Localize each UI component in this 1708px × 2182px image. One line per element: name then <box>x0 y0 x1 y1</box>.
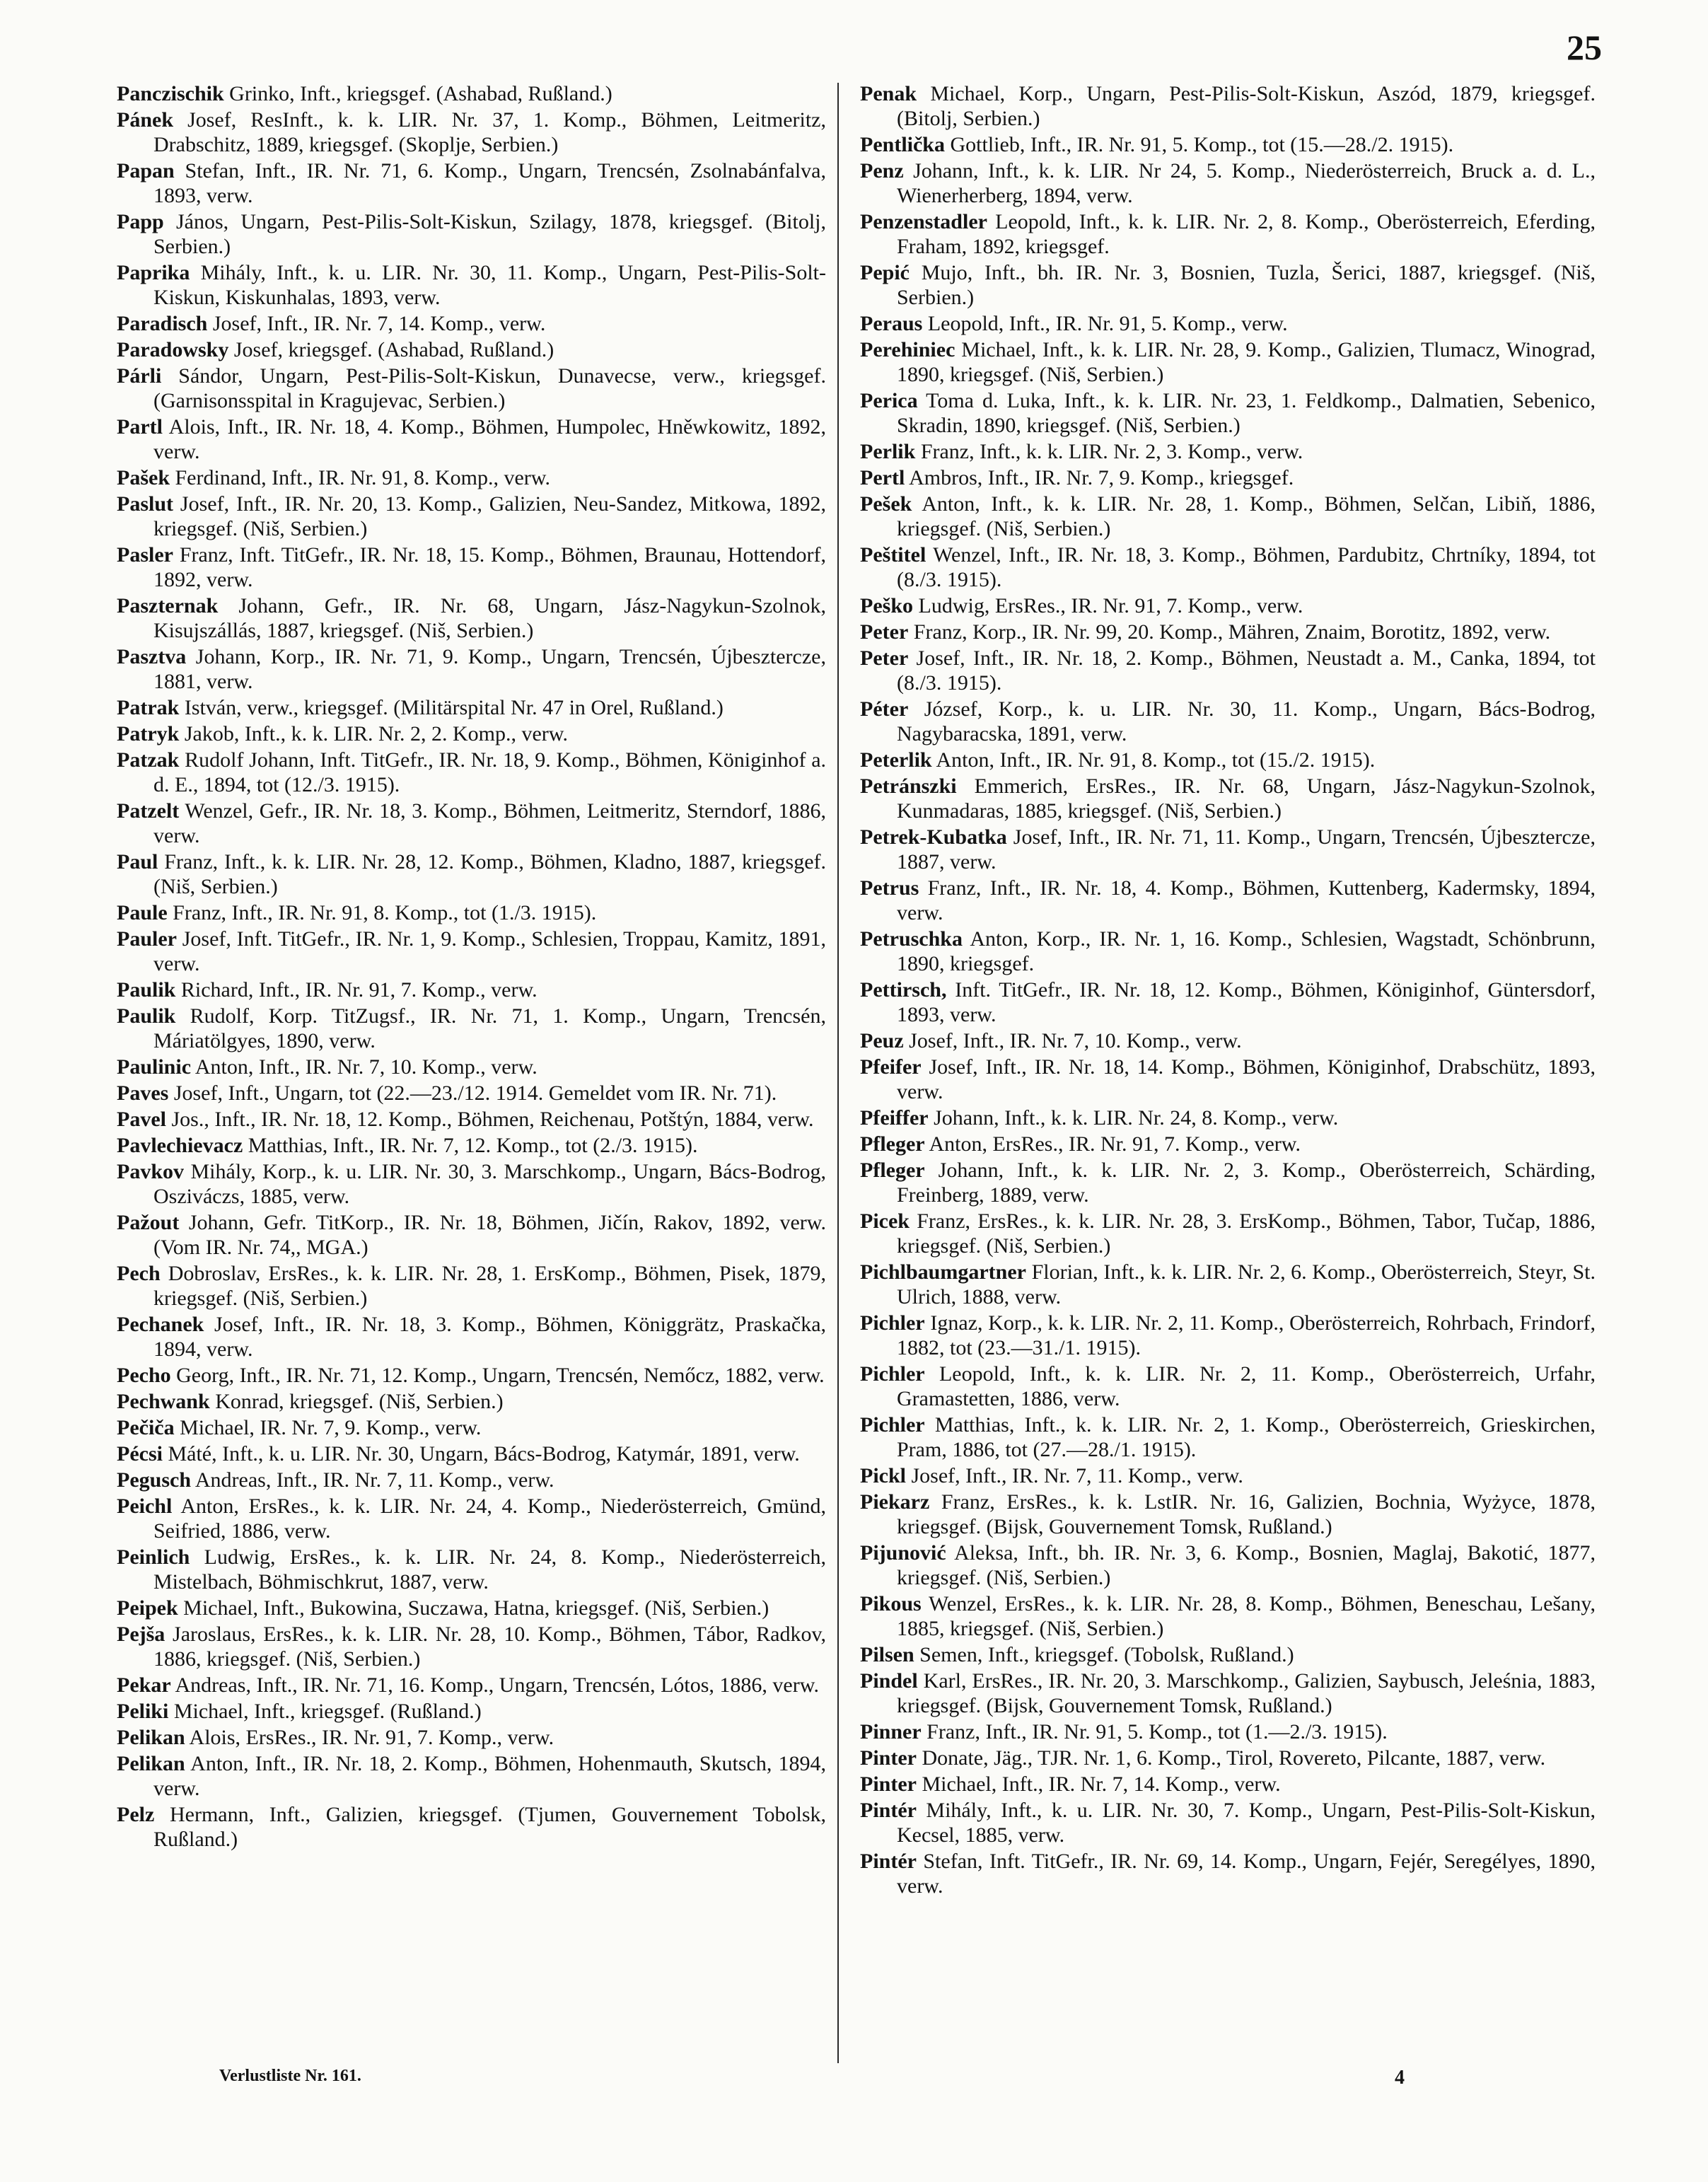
entry-surname: Papan <box>117 159 175 182</box>
list-item <box>860 1540 1596 1590</box>
entry-details: Alois, ErsRes., IR. Nr. 91, 7. Komp., verw. <box>189 1726 554 1749</box>
entry-details: Josef, Inft., IR. Nr. 71, 11. Komp., Ungarn, Trencsén, Újbesztercze, 1887, verw. <box>897 825 1596 874</box>
entry-details: Gottlieb, Inft., IR. Nr. 91, 5. Komp., tot (15.—28./2. 1915). <box>950 133 1454 156</box>
entry-details: Josef, Inft., IR. Nr. 7, 11. Komp., verw. <box>911 1464 1243 1487</box>
entry-surname: Pegusch <box>117 1468 191 1492</box>
list-item <box>860 1591 1596 1641</box>
list-item <box>117 1494 826 1543</box>
list-item <box>117 644 826 694</box>
list-item <box>860 876 1596 925</box>
list-item <box>860 158 1596 208</box>
list-item <box>117 311 826 336</box>
entry-surname: Pichlbaumgartner <box>860 1260 1026 1284</box>
entry-details: Hermann, Inft., Galizien, kriegsgef. (Tjumen, Gouvernement Tobolsk, Rußland.) <box>153 1803 827 1851</box>
entry-details: Michael, Inft., k. k. LIR. Nr. 28, 9. Komp., Galizien, Tlumacz, Winograd, 1890, kriegsgef. (Niš, Serbien.) <box>897 338 1596 386</box>
entry-details: Franz, Korp., IR. Nr. 99, 20. Komp., Mähren, Znaim, Borotitz, 1892, verw. <box>913 620 1551 644</box>
list-item <box>117 977 826 1002</box>
entry-details: Franz, Inft., IR. Nr. 18, 4. Komp., Böhmen, Kuttenberg, Kadermsky, 1894, verw. <box>897 876 1596 924</box>
entry-details: Michael, Inft., kriegsgef. (Rußland.) <box>173 1700 482 1723</box>
entry-details: Josef, Inft., IR. Nr. 20, 13. Komp., Galizien, Neu-Sandez, Mitkowa, 1892, kriegsgef. (Niš, Serbien.) <box>153 492 826 540</box>
entry-surname: Párli <box>117 364 162 388</box>
entry-surname: Pažout <box>117 1211 180 1234</box>
entry-surname: Pech <box>117 1262 161 1285</box>
entry-surname: Pintér <box>860 1799 917 1822</box>
list-item <box>117 364 826 413</box>
entry-surname: Peipek <box>117 1596 178 1620</box>
list-item <box>117 927 826 976</box>
entry-details: Anton, Korp., IR. Nr. 1, 16. Komp., Schlesien, Wagstadt, Schönbrunn, 1890, kriegsgef. <box>897 927 1596 975</box>
entry-surname: Paprika <box>117 261 190 284</box>
entry-surname: Penzenstadler <box>860 210 987 233</box>
entry-details: Grinko, Inft., kriegsgef. (Ashabad, Rußland.) <box>229 82 612 105</box>
entry-details: Franz, Inft., IR. Nr. 91, 5. Komp., tot (1.—2./3. 1915). <box>926 1720 1388 1743</box>
list-item <box>117 1802 826 1852</box>
entry-surname: Pasztva <box>117 645 187 668</box>
entry-surname: Perehiniec <box>860 338 955 361</box>
entry-surname: Pfleger <box>860 1132 925 1156</box>
entry-details: Alois, Inft., IR. Nr. 18, 4. Komp., Böhmen, Humpolec, Hněwkowitz, 1892, verw. <box>153 415 826 463</box>
entry-surname: Peter <box>860 646 909 670</box>
entry-details: Semen, Inft., kriegsgef. (Tobolsk, Rußland.) <box>919 1643 1294 1666</box>
list-item <box>117 158 826 208</box>
list-item <box>860 1746 1596 1770</box>
list-item <box>117 1133 826 1158</box>
entry-details: Josef, Inft., IR. Nr. 7, 10. Komp., verw. <box>909 1029 1242 1052</box>
list-item <box>117 748 826 797</box>
entry-details: Emmerich, ErsRes., IR. Nr. 68, Ungarn, Jász-Nagykun-Szolnok, Kunmadaras, 1885, kriegsgef. (Niš, Serbien.) <box>897 774 1596 823</box>
entry-surname: Penz <box>860 159 904 182</box>
entry-details: Josef, Inft., Ungarn, tot (22.—23./12. 1914. Gemeldet vom IR. Nr. 71). <box>173 1081 777 1105</box>
entry-surname: Pijunović <box>860 1541 946 1565</box>
entry-details: Jakob, Inft., k. k. LIR. Nr. 2, 2. Komp., verw. <box>184 722 568 745</box>
list-item <box>860 1669 1596 1718</box>
entry-surname: Pinter <box>860 1772 917 1796</box>
entry-surname: Peuz <box>860 1029 904 1052</box>
entry-details: Johann, Korp., IR. Nr. 71, 9. Komp., Ungarn, Trencsén, Újbesztercze, 1881, verw. <box>153 645 826 693</box>
entry-surname: Perlik <box>860 440 916 463</box>
entry-details: Florian, Inft., k. k. LIR. Nr. 2, 6. Komp., Oberösterreich, Steyr, St. Ulrich, 1888, verw. <box>897 1260 1596 1308</box>
entry-surname: Pavlechievacz <box>117 1134 243 1157</box>
list-item <box>860 1362 1596 1411</box>
entry-surname: Paradowsky <box>117 338 229 361</box>
list-item <box>117 542 826 592</box>
entry-surname: Pepić <box>860 261 910 284</box>
entry-details: Johann, Inft., k. k. LIR. Nr. 2, 3. Komp., Oberösterreich, Schärding, Freinberg, 1889, verw. <box>897 1159 1596 1207</box>
list-item <box>860 1798 1596 1847</box>
list-item <box>117 1363 826 1388</box>
entry-details: Michael, Inft., IR. Nr. 7, 14. Komp., verw. <box>922 1772 1281 1796</box>
entry-surname: Patzak <box>117 748 180 772</box>
list-item <box>860 1311 1596 1360</box>
list-item <box>860 1209 1596 1258</box>
entry-surname: Pettirsch, <box>860 978 947 1002</box>
entry-surname: Pecho <box>117 1364 171 1387</box>
entry-surname: Picek <box>860 1209 910 1233</box>
entry-details: Konrad, kriegsgef. (Niš, Serbien.) <box>215 1390 504 1413</box>
entry-surname: Partl <box>117 415 163 439</box>
entry-details: Toma d. Luka, Inft., k. k. LIR. Nr. 23, 1. Feldkomp., Dalmatien, Sebenico, Skradin, 1890, kriegsgef. (Niš, Serbien.) <box>897 389 1596 437</box>
entry-surname: Peliki <box>117 1700 169 1723</box>
list-item <box>117 108 826 157</box>
entry-surname: Pánek <box>117 108 174 132</box>
entry-surname: Pašek <box>117 466 170 489</box>
entry-details: Franz, Inft., k. k. LIR. Nr. 28, 12. Komp., Böhmen, Kladno, 1887, kriegsgef. (Niš, Serbien.) <box>153 850 827 898</box>
entry-details: Johann, Inft., k. k. LIR. Nr. 24, 8. Komp., verw. <box>934 1106 1339 1130</box>
list-item <box>117 1468 826 1492</box>
signature-mark: 4 <box>1395 2067 1405 2089</box>
entry-surname: Pfeiffer <box>860 1106 929 1130</box>
entry-surname: Pindel <box>860 1669 918 1693</box>
entry-details: Wenzel, Gefr., IR. Nr. 18, 3. Komp., Böhmen, Leitmeritz, Sterndorf, 1886, verw. <box>153 799 827 847</box>
entry-surname: Paves <box>117 1081 169 1105</box>
entry-surname: Pinter <box>860 1746 917 1770</box>
list-item <box>117 695 826 720</box>
entry-details: Wenzel, ErsRes., k. k. LIR. Nr. 28, 8. Komp., Böhmen, Beneschau, Lešany, 1885, kriegsgef. (Niš, Serbien.) <box>897 1592 1596 1640</box>
entry-details: Josef, Inft., IR. Nr. 7, 14. Komp., verw. <box>212 312 546 335</box>
list-item <box>117 1673 826 1698</box>
list-item <box>860 748 1596 772</box>
entry-surname: Pavel <box>117 1108 166 1131</box>
entry-surname: Pekar <box>117 1673 171 1697</box>
entry-surname: Paule <box>117 901 168 924</box>
entry-surname: Pasler <box>117 543 173 567</box>
list-item <box>860 492 1596 541</box>
entry-details: Anton, ErsRes., IR. Nr. 91, 7. Komp., verw. <box>929 1132 1301 1156</box>
entry-details: Matthias, Inft., k. k. LIR. Nr. 2, 1. Komp., Oberösterreich, Grieskirchen, Pram, 1886, tot (27.—28./1. 1915). <box>897 1413 1596 1461</box>
list-item <box>117 1312 826 1362</box>
entry-columns <box>117 81 1613 2083</box>
entry-details: József, Korp., k. u. LIR. Nr. 30, 11. Komp., Ungarn, Bács-Bodrog, Nagybaracska, 1891, verw. <box>897 697 1596 745</box>
entry-surname: Pelz <box>117 1803 155 1826</box>
entry-surname: Paulik <box>117 1004 176 1028</box>
list-item <box>860 337 1596 387</box>
list-item <box>117 465 826 490</box>
entry-surname: Peter <box>860 620 909 644</box>
entry-details: Jos., Inft., IR. Nr. 18, 12. Komp., Böhmen, Reichenau, Potštýn, 1884, verw. <box>171 1108 814 1131</box>
entry-surname: Pečiča <box>117 1416 175 1439</box>
entry-details: Johann, Gefr., IR. Nr. 68, Ungarn, Jász-Nagykun-Szolnok, Kisujszállás, 1887, kriegsgef. (Niš, Serbien.) <box>153 594 827 642</box>
entry-surname: Peterlik <box>860 748 932 772</box>
list-item <box>117 1751 826 1801</box>
list-item <box>860 620 1596 644</box>
entry-details: Mihály, Inft., k. u. LIR. Nr. 30, 7. Komp., Ungarn, Pest-Pilis-Solt-Kiskun, Kecsel, 1885, verw. <box>897 1799 1596 1847</box>
list-item <box>117 492 826 541</box>
entry-surname: Pauler <box>117 927 177 951</box>
list-item <box>117 1261 826 1311</box>
entry-surname: Pechwank <box>117 1390 210 1413</box>
list-item <box>860 439 1596 464</box>
page-number: 25 <box>1567 28 1602 67</box>
list-item <box>117 260 826 310</box>
list-item <box>860 1028 1596 1053</box>
entry-surname: Paulinic <box>117 1055 192 1079</box>
list-item <box>117 81 826 106</box>
entry-details: Sándor, Ungarn, Pest-Pilis-Solt-Kiskun, Dunavecse, verw., kriegsgef. (Garnisonsspital in Kragujevac, Serbien.) <box>153 364 826 412</box>
entry-surname: Patzelt <box>117 799 180 823</box>
entry-surname: Pelikan <box>117 1726 185 1749</box>
entry-surname: Pilsen <box>860 1643 914 1666</box>
list-item <box>860 1642 1596 1667</box>
entry-surname: Pejša <box>117 1623 165 1646</box>
list-item <box>860 927 1596 976</box>
entry-surname: Pelikan <box>117 1752 185 1775</box>
entry-details: Anton, ErsRes., k. k. LIR. Nr. 24, 4. Komp., Niederösterreich, Gmünd, Seifried, 1886, verw. <box>153 1495 826 1543</box>
entry-details: Mihály, Inft., k. u. LIR. Nr. 30, 11. Komp., Ungarn, Pest-Pilis-Solt-Kiskun, Kiskunhalas, 1893, verw. <box>153 261 826 309</box>
list-item <box>860 209 1596 259</box>
entry-surname: Pinner <box>860 1720 922 1743</box>
entry-surname: Patryk <box>117 722 180 745</box>
list-item <box>117 1596 826 1620</box>
entry-surname: Peraus <box>860 312 923 335</box>
list-item <box>860 825 1596 874</box>
entry-details: Josef, kriegsgef. (Ashabad, Rußland.) <box>233 338 554 361</box>
entry-details: János, Ungarn, Pest-Pilis-Solt-Kiskun, Szilagy, 1878, kriegsgef. (Bitolj, Serbien.) <box>153 210 827 258</box>
entry-details: Leopold, Inft., IR. Nr. 91, 5. Komp., verw. <box>927 312 1288 335</box>
entry-surname: Paul <box>117 850 158 874</box>
list-item <box>860 1463 1596 1488</box>
entry-details: Inft. TitGefr., IR. Nr. 18, 12. Komp., Böhmen, Königinhof, Güntersdorf, 1893, verw. <box>897 978 1596 1026</box>
list-item <box>860 311 1596 336</box>
entry-surname: Pichler <box>860 1413 925 1437</box>
entry-surname: Pfleger <box>860 1159 925 1182</box>
entry-surname: Pécsi <box>117 1442 163 1466</box>
entry-surname: Pentlička <box>860 133 945 156</box>
list-item <box>860 260 1596 310</box>
entry-surname: Pavkov <box>117 1160 185 1183</box>
entry-surname: Petránszki <box>860 774 957 798</box>
entry-details: Andreas, Inft., IR. Nr. 7, 11. Komp., verw. <box>194 1468 554 1492</box>
entry-details: Michael, Inft., Bukowina, Suczawa, Hatna, kriegsgef. (Niš, Serbien.) <box>183 1596 769 1620</box>
entry-details: Franz, Inft., k. k. LIR. Nr. 2, 3. Komp., verw. <box>920 440 1303 463</box>
entry-details: Josef, Inft. TitGefr., IR. Nr. 1, 9. Komp., Schlesien, Troppau, Kamitz, 1891, verw. <box>153 927 826 975</box>
entry-details: Anton, Inft., IR. Nr. 18, 2. Komp., Böhmen, Hohenmauth, Skutsch, 1894, verw. <box>153 1752 826 1800</box>
list-item <box>860 132 1596 157</box>
list-item <box>117 209 826 259</box>
list-item <box>117 1159 826 1209</box>
list-item <box>860 388 1596 438</box>
entry-details: Donate, Jäg., TJR. Nr. 1, 6. Komp., Tirol, Rovereto, Pilcante, 1887, verw. <box>922 1746 1546 1770</box>
entry-details: Richard, Inft., IR. Nr. 91, 7. Komp., verw. <box>180 978 538 1002</box>
list-item <box>117 799 826 848</box>
list-item <box>117 414 826 464</box>
list-item <box>860 1158 1596 1207</box>
entry-details: Josef, Inft., IR. Nr. 18, 14. Komp., Böhmen, Königinhof, Drabschütz, 1893, verw. <box>897 1055 1596 1103</box>
entry-surname: Penak <box>860 82 917 105</box>
entry-details: Johann, Gefr. TitKorp., IR. Nr. 18, Böhmen, Jičín, Rakov, 1892, verw. (Vom IR. Nr. 74,, MGA.) <box>153 1211 826 1259</box>
entry-details: Wenzel, Inft., IR. Nr. 18, 3. Komp., Böhmen, Pardubitz, Chrtníky, 1894, tot (8./3. 1915). <box>897 543 1596 591</box>
entry-surname: Peichl <box>117 1495 173 1518</box>
list-item <box>117 1415 826 1440</box>
list-item <box>860 465 1596 490</box>
list-item <box>860 1105 1596 1130</box>
list-item <box>117 1055 826 1079</box>
entry-details: Ludwig, ErsRes., IR. Nr. 91, 7. Komp., verw. <box>918 594 1303 617</box>
list-item <box>860 697 1596 746</box>
entry-surname: Pikous <box>860 1592 922 1615</box>
entry-surname: Petrek-Kubatka <box>860 825 1007 849</box>
entry-details: Michael, Korp., Ungarn, Pest-Pilis-Solt-Kiskun, Aszód, 1879, kriegsgef. (Bitolj, Serbien.) <box>897 82 1596 130</box>
entry-surname: Perica <box>860 389 918 412</box>
list-item <box>117 1004 826 1053</box>
list-item <box>860 774 1596 823</box>
entry-surname: Peško <box>860 594 913 617</box>
entry-surname: Pickl <box>860 1464 906 1487</box>
list-item <box>860 1772 1596 1797</box>
list-item <box>117 1210 826 1260</box>
list-item <box>860 542 1596 592</box>
list-item <box>117 593 826 643</box>
list-item <box>860 1132 1596 1156</box>
entry-surname: Petruschka <box>860 927 963 951</box>
list-item <box>117 900 826 925</box>
entry-details: Josef, Inft., IR. Nr. 18, 3. Komp., Böhmen, Königgrätz, Praskačka, 1894, verw. <box>153 1313 827 1361</box>
list-item <box>117 1389 826 1414</box>
entry-details: Stefan, Inft. TitGefr., IR. Nr. 69, 14. Komp., Ungarn, Fejér, Seregélyes, 1890, verw. <box>897 1850 1596 1898</box>
entry-details: Máté, Inft., k. u. LIR. Nr. 30, Ungarn, Bács-Bodrog, Katymár, 1891, verw. <box>168 1442 800 1466</box>
entry-surname: Pichler <box>860 1311 925 1335</box>
entry-details: Jaroslaus, ErsRes., k. k. LIR. Nr. 28, 10. Komp., Böhmen, Tábor, Radkov, 1886, kriegsgef. (Niš, Serbien.) <box>153 1623 827 1671</box>
entry-surname: Paradisch <box>117 312 208 335</box>
entry-surname: Paulik <box>117 978 176 1002</box>
entry-details: Josef, ResInft., k. k. LIR. Nr. 37, 1. Komp., Böhmen, Leitmeritz, Drabschitz, 1889, kriegsgef. (Skoplje, Serbien.) <box>153 108 826 156</box>
entry-surname: Pechanek <box>117 1313 204 1336</box>
entry-details: Anton, Inft., IR. Nr. 7, 10. Komp., verw. <box>194 1055 538 1079</box>
entry-details: Karl, ErsRes., IR. Nr. 20, 3. Marschkomp., Galizien, Saybusch, Jeleśnia, 1883, kriegsgef. (Bijsk, Gouvernement Tomsk, Rußland.) <box>897 1669 1596 1717</box>
list-item <box>860 1490 1596 1539</box>
entry-surname: Pichler <box>860 1362 925 1386</box>
list-item <box>860 977 1596 1027</box>
list-item <box>117 849 826 899</box>
list-item <box>860 81 1596 131</box>
list-item <box>117 1081 826 1105</box>
entry-surname: Pešek <box>860 492 912 516</box>
entry-details: Franz, Inft., IR. Nr. 91, 8. Komp., tot (1./3. 1915). <box>173 901 597 924</box>
entry-details: Leopold, Inft., k. k. LIR. Nr. 2, 8. Komp., Oberösterreich, Eferding, Fraham, 1892, kriegsgef. <box>897 210 1596 258</box>
list-item <box>117 1545 826 1594</box>
entry-surname: Paslut <box>117 492 174 516</box>
entry-surname: Panczischik <box>117 82 224 105</box>
entry-details: Dobroslav, ErsRes., k. k. LIR. Nr. 28, 1. ErsKomp., Böhmen, Pisek, 1879, kriegsgef. (Niš, Serbien.) <box>153 1262 827 1310</box>
entry-details: Rudolf, Korp. TitZugsf., IR. Nr. 71, 1. Komp., Ungarn, Trencsén, Máriatölgyes, 1890, verw. <box>153 1004 826 1052</box>
entry-details: Johann, Inft., k. k. LIR. Nr 24, 5. Komp., Niederösterreich, Bruck a. d. L., Wienerherberg, 1894, verw. <box>897 159 1596 207</box>
right-column <box>839 81 1596 2083</box>
entry-details: Ambros, Inft., IR. Nr. 7, 9. Komp., kriegsgef. <box>909 466 1294 489</box>
entry-surname: Peštitel <box>860 543 926 567</box>
entry-details: Josef, Inft., IR. Nr. 18, 2. Komp., Böhmen, Neustadt a. M., Canka, 1894, tot (8./3. 1915). <box>897 646 1596 695</box>
entry-details: Stefan, Inft., IR. Nr. 71, 6. Komp., Ungarn, Trencsén, Zsolnabánfalva, 1893, verw. <box>153 159 826 207</box>
entry-details: Aleksa, Inft., bh. IR. Nr. 3, 6. Komp., Bosnien, Maglaj, Bakotić, 1877, kriegsgef. (Niš, Serbien.) <box>897 1541 1596 1589</box>
entry-surname: Patrak <box>117 696 180 719</box>
entry-surname: Péter <box>860 697 909 721</box>
entry-details: Rudolf Johann, Inft. TitGefr., IR. Nr. 18, 9. Komp., Böhmen, Königinhof a. d. E., 1894, tot (12./3. 1915). <box>153 748 827 796</box>
footer-note: Verlustliste Nr. 161. <box>219 2067 361 2085</box>
entry-details: Matthias, Inft., IR. Nr. 7, 12. Komp., tot (2./3. 1915). <box>248 1134 698 1157</box>
entry-details: Georg, Inft., IR. Nr. 71, 12. Komp., Ungarn, Trencsén, Nemőcz, 1882, verw. <box>176 1364 825 1387</box>
entry-details: Andreas, Inft., IR. Nr. 71, 16. Komp., Ungarn, Trencsén, Lótos, 1886, verw. <box>175 1673 819 1697</box>
list-item <box>117 1699 826 1724</box>
list-item <box>860 1412 1596 1462</box>
list-item <box>117 1725 826 1750</box>
entry-surname: Pintér <box>860 1850 917 1873</box>
entry-surname: Papp <box>117 210 164 233</box>
list-item <box>117 1441 826 1466</box>
entry-surname: Petrus <box>860 876 919 900</box>
list-item <box>860 593 1596 618</box>
entry-details: Franz, ErsRes., k. k. LIR. Nr. 28, 3. ErsKomp., Böhmen, Tabor, Tučap, 1886, kriegsgef. (Niš, Serbien.) <box>897 1209 1596 1258</box>
list-item <box>117 721 826 746</box>
entry-details: Ludwig, ErsRes., k. k. LIR. Nr. 24, 8. Komp., Niederösterreich, Mistelbach, Böhmischkrut, 1887, verw. <box>153 1545 826 1594</box>
entry-details: Anton, Inft., k. k. LIR. Nr. 28, 1. Komp., Böhmen, Selčan, Libiň, 1886, kriegsgef. (Niš, Serbien.) <box>897 492 1596 540</box>
entry-details: Ferdinand, Inft., IR. Nr. 91, 8. Komp., verw. <box>175 466 550 489</box>
list-item <box>117 337 826 362</box>
left-column <box>117 81 835 2083</box>
list-item <box>860 1055 1596 1104</box>
list-item <box>860 1719 1596 1744</box>
entry-details: István, verw., kriegsgef. (Militärspital Nr. 47 in Orel, Rußland.) <box>184 696 724 719</box>
entry-surname: Pertl <box>860 466 905 489</box>
list-item <box>117 1622 826 1671</box>
list-item <box>117 1107 826 1132</box>
entry-surname: Pfeifer <box>860 1055 922 1079</box>
entry-details: Michael, IR. Nr. 7, 9. Komp., verw. <box>180 1416 482 1439</box>
list-item <box>860 1260 1596 1309</box>
entry-details: Mihály, Korp., k. u. LIR. Nr. 30, 3. Marschkomp., Ungarn, Bács-Bodrog, Osziváczs, 1885, verw. <box>153 1160 827 1208</box>
entry-details: Ignaz, Korp., k. k. LIR. Nr. 2, 11. Komp., Oberösterreich, Rohrbach, Frindorf, 1882, tot (23.—31./1. 1915). <box>897 1311 1596 1359</box>
entry-surname: Paszternak <box>117 594 219 617</box>
entry-details: Franz, Inft. TitGefr., IR. Nr. 18, 15. Komp., Böhmen, Braunau, Hottendorf, 1892, verw. <box>153 543 826 591</box>
entry-details: Leopold, Inft., k. k. LIR. Nr. 2, 11. Komp., Oberösterreich, Urfahr, Gramastetten, 1886, verw. <box>897 1362 1596 1410</box>
entry-surname: Piekarz <box>860 1490 930 1514</box>
list-item <box>860 646 1596 695</box>
list-item <box>860 1849 1596 1898</box>
entry-details: Anton, Inft., IR. Nr. 91, 8. Komp., tot (15./2. 1915). <box>936 748 1376 772</box>
entry-surname: Peinlich <box>117 1545 190 1569</box>
entry-details: Mujo, Inft., bh. IR. Nr. 3, Bosnien, Tuzla, Šerici, 1887, kriegsgef. (Niš, Serbien.) <box>897 261 1596 309</box>
entry-details: Franz, ErsRes., k. k. LstIR. Nr. 16, Galizien, Bochnia, Wyżyce, 1878, kriegsgef. (Bijsk, Gouvernement Tomsk, Rußland.) <box>897 1490 1596 1538</box>
